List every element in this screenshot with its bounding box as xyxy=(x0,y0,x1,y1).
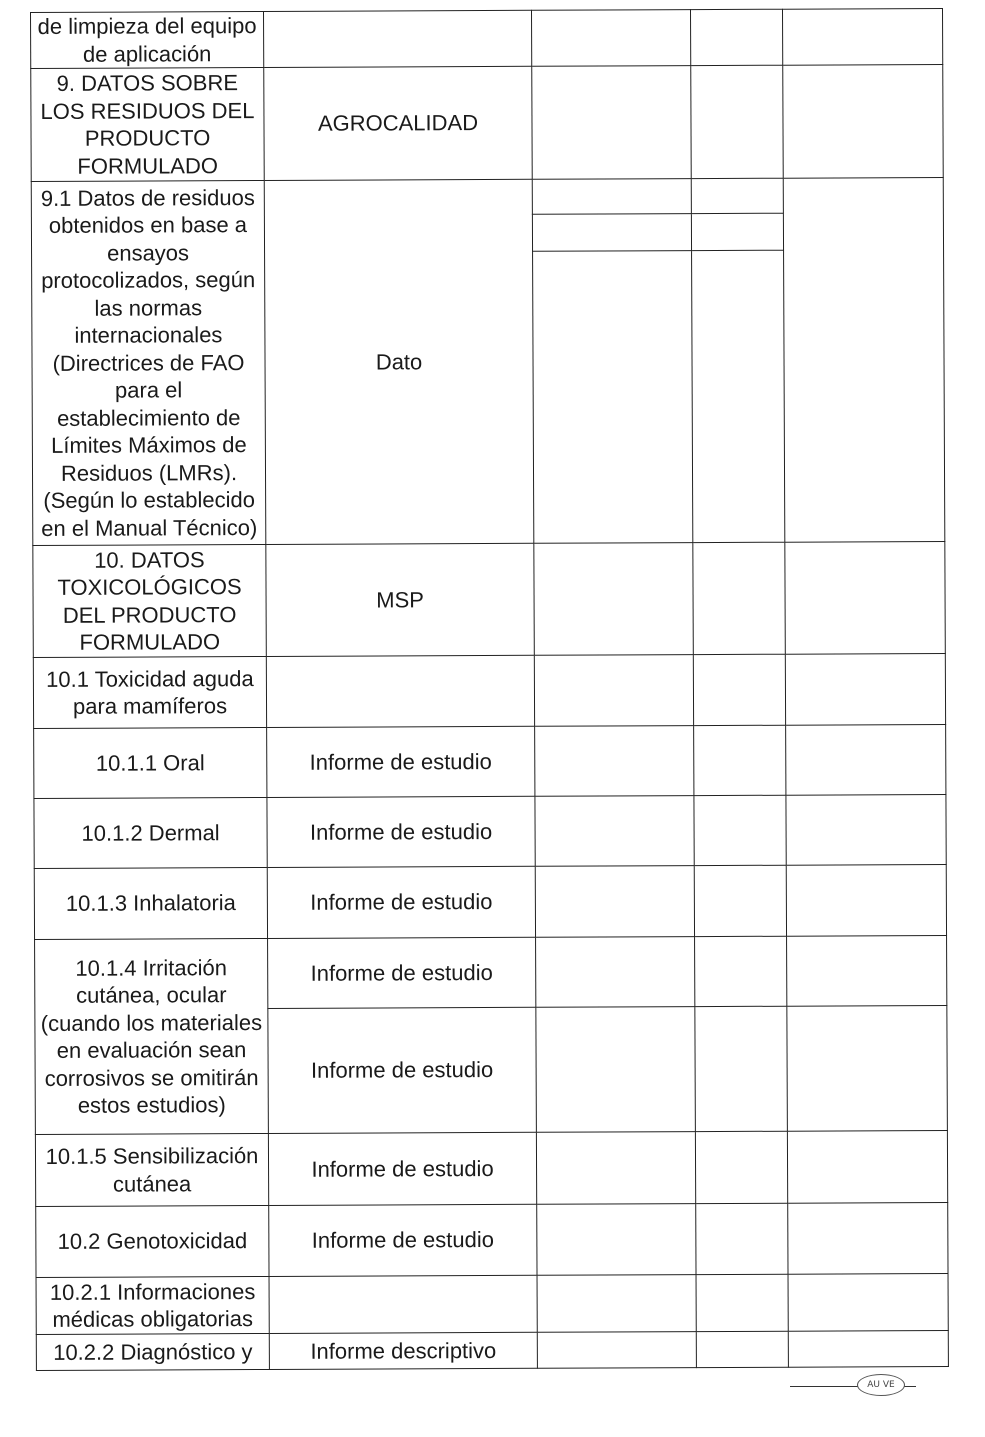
empty-cell xyxy=(691,178,783,213)
empty-cell xyxy=(535,726,694,797)
empty-cell xyxy=(696,1274,788,1331)
empty-cell xyxy=(534,543,693,656)
table-row xyxy=(33,654,945,729)
empty-cell xyxy=(531,10,690,67)
row-requirement: Informe de estudio xyxy=(268,937,536,1008)
empty-cell xyxy=(693,542,785,654)
empty-cell xyxy=(786,865,946,937)
empty-cell xyxy=(694,725,786,795)
row-label: de limpieza del equipo de aplicación xyxy=(31,11,264,68)
row-requirement xyxy=(266,655,534,727)
empty-cell xyxy=(787,1131,947,1204)
row-requirement: AGROCALIDAD xyxy=(264,66,532,180)
table-row xyxy=(34,725,946,799)
empty-cell xyxy=(783,65,943,179)
table-row xyxy=(31,178,943,217)
empty-cell xyxy=(537,1332,696,1369)
row-label: 9. DATOS SOBRE LOS RESIDUOS DEL PRODUCTO FORMULADO xyxy=(31,67,264,181)
row-requirement: Informe de estudio xyxy=(268,1132,536,1205)
empty-cell xyxy=(534,655,693,727)
row-label: 9.1 Datos de residuos obtenidos en base a ensayos protocolizados, según las normas internacionales (Directrices de FAO para el establecimiento de Límites Máximos de Residuos (LMRs). (Según lo establecido en el Manual Técnico) xyxy=(31,180,266,545)
table-row xyxy=(36,1331,948,1371)
table-row xyxy=(36,1274,948,1335)
row-label: 10.1.1 Oral xyxy=(34,727,267,798)
row-requirement: Informe de estudio xyxy=(269,1204,537,1276)
row-label: 10.2.1 Informaciones médicas obligatorias xyxy=(36,1276,269,1334)
row-label: 10.1.4 Irritación cutánea, ocular (cuando los materiales en evaluación sean corrosivos se omitirán estos estudios) xyxy=(35,938,269,1134)
row-label: 10.1.2 Dermal xyxy=(34,797,267,868)
table-row xyxy=(36,1203,948,1278)
empty-cell xyxy=(787,936,947,1007)
row-label: 10.2.2 Diagnóstico y xyxy=(36,1333,269,1370)
empty-cell xyxy=(696,1331,788,1367)
table-row xyxy=(34,865,946,940)
empty-cell xyxy=(532,214,691,252)
row-requirement: Informe descriptivo xyxy=(269,1332,537,1369)
row-label: 10.2 Genotoxicidad xyxy=(36,1205,269,1277)
empty-cell xyxy=(785,654,945,726)
empty-cell xyxy=(788,1203,948,1275)
empty-cell xyxy=(536,1007,696,1133)
empty-cell xyxy=(536,937,695,1008)
empty-cell xyxy=(532,66,691,180)
row-label: 10.1 Toxicidad aguda para mamíferos xyxy=(33,656,266,728)
empty-cell xyxy=(695,936,787,1006)
table-row xyxy=(34,795,946,869)
empty-cell xyxy=(782,9,942,66)
empty-cell xyxy=(693,654,785,725)
row-label: 10.1.3 Inhalatoria xyxy=(34,867,267,939)
empty-cell xyxy=(692,250,785,542)
empty-cell xyxy=(690,9,782,65)
row-requirement: Informe de estudio xyxy=(267,726,535,797)
row-requirement: Informe de estudio xyxy=(267,866,535,938)
row-requirement: Informe de estudio xyxy=(267,796,535,867)
requirements-table xyxy=(30,8,949,1371)
empty-cell xyxy=(783,178,945,543)
empty-cell xyxy=(691,65,783,178)
empty-cell xyxy=(788,1331,948,1368)
stamp-seal: AU VE xyxy=(857,1374,905,1396)
empty-cell xyxy=(535,866,694,938)
row-requirement xyxy=(263,10,531,67)
table-row xyxy=(35,936,947,1010)
empty-cell xyxy=(537,1275,696,1333)
empty-cell xyxy=(691,213,783,250)
empty-cell xyxy=(786,795,946,866)
empty-cell xyxy=(695,1131,787,1203)
empty-cell xyxy=(788,1274,948,1332)
row-requirement: MSP xyxy=(266,543,534,656)
table-row xyxy=(33,542,945,658)
table-row xyxy=(31,65,943,182)
table-row xyxy=(35,1131,947,1207)
empty-cell xyxy=(532,179,691,215)
empty-cell xyxy=(694,865,786,936)
row-label: 10.1.5 Sensibilización cutánea xyxy=(35,1133,268,1206)
empty-cell xyxy=(536,1132,695,1205)
empty-cell xyxy=(786,725,946,796)
row-requirement: Informe de estudio xyxy=(268,1007,537,1133)
empty-cell xyxy=(535,796,694,867)
empty-cell xyxy=(696,1203,788,1274)
empty-cell xyxy=(533,251,693,544)
empty-cell xyxy=(785,542,945,655)
empty-cell xyxy=(537,1204,696,1276)
empty-cell xyxy=(787,1006,948,1132)
row-label: 10. DATOS TOXICOLÓGICOS DEL PRODUCTO FORMULADO xyxy=(33,544,266,657)
row-requirement: Dato xyxy=(264,179,534,544)
empty-cell xyxy=(694,795,786,865)
row-requirement xyxy=(269,1275,537,1333)
table-row xyxy=(31,9,943,69)
empty-cell xyxy=(695,1006,788,1131)
